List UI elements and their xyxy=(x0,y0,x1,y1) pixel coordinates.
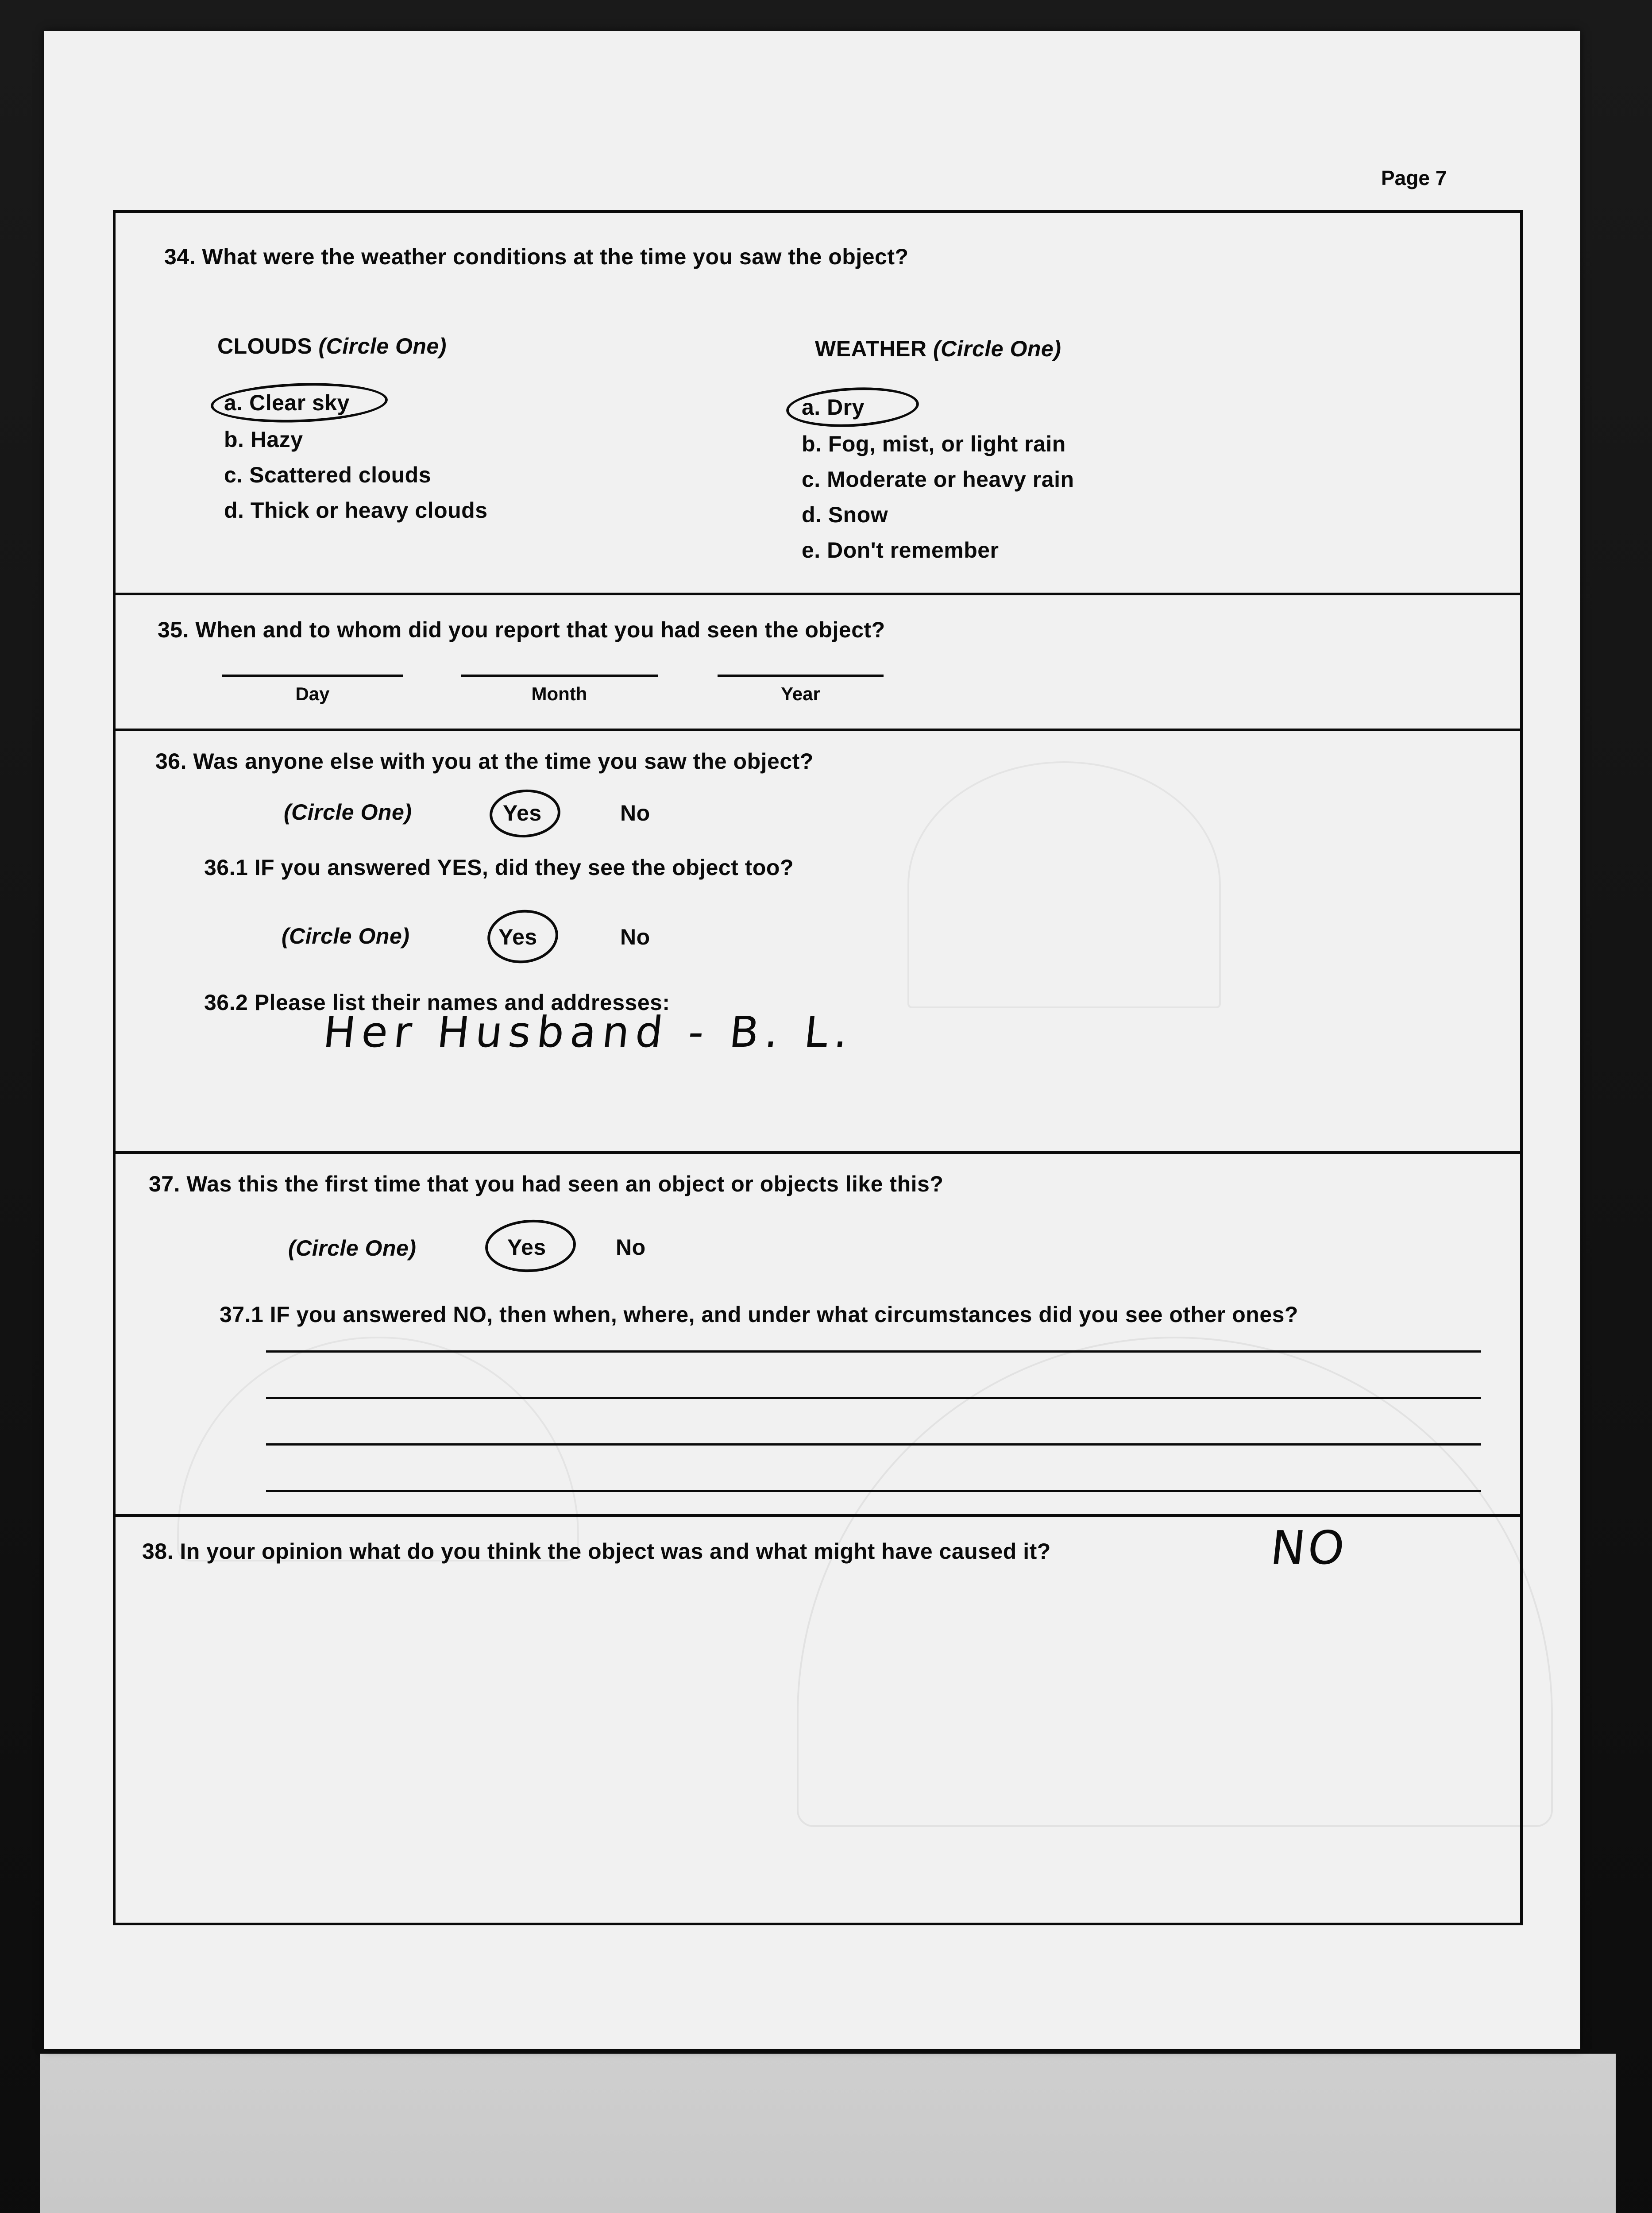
clouds-option-a[interactable]: a. Clear sky xyxy=(224,390,350,415)
clouds-heading xyxy=(217,333,447,359)
question-38-answer-area[interactable] xyxy=(133,1589,1497,1908)
question-36-1-yes[interactable]: Yes xyxy=(498,925,537,949)
year-blank[interactable] xyxy=(718,675,884,677)
weather-option-b[interactable]: b. Fog, mist, or light rain xyxy=(802,432,1066,456)
question-38-section xyxy=(116,1514,1520,1926)
question-37-section xyxy=(116,1151,1520,1517)
question-36-yes[interactable]: Yes xyxy=(503,801,542,825)
clouds-heading-label: CLOUDS xyxy=(217,334,313,359)
question-36-1-text: 36.1 IF you answered YES, did they see the object too? xyxy=(204,855,794,880)
weather-instruction: (Circle One) xyxy=(933,336,1061,361)
year-label: Year xyxy=(781,683,820,704)
month-blank[interactable] xyxy=(461,675,658,677)
weather-option-c[interactable]: c. Moderate or heavy rain xyxy=(802,467,1074,492)
clouds-option-c[interactable]: c. Scattered clouds xyxy=(224,463,431,487)
question-36-1-instruction: (Circle One) xyxy=(282,924,410,948)
weather-option-e[interactable]: e. Don't remember xyxy=(802,538,999,563)
question-36-1-no[interactable]: No xyxy=(620,925,650,949)
question-36-section xyxy=(116,729,1520,1154)
question-36-text: 36. Was anyone else with you at the time you saw the object? xyxy=(155,749,814,774)
weather-option-d[interactable]: d. Snow xyxy=(802,502,888,527)
answer-line-4[interactable] xyxy=(266,1490,1481,1492)
question-37-yes[interactable]: Yes xyxy=(507,1235,546,1260)
question-34-section xyxy=(116,213,1520,595)
question-34-text: 34. What were the weather conditions at the time you saw the object? xyxy=(164,244,909,269)
day-blank[interactable] xyxy=(222,675,403,677)
question-37-1-text: 37.1 IF you answered NO, then when, where, and under what circumstances did you see other ones? xyxy=(220,1302,1298,1327)
form-page xyxy=(44,31,1580,2049)
day-label: Day xyxy=(295,683,330,704)
question-36-no[interactable]: No xyxy=(620,801,650,825)
question-35-section xyxy=(116,593,1520,731)
question-38-text: 38. In your opinion what do you think the object was and what might have caused it? xyxy=(142,1539,1051,1564)
weather-option-a[interactable]: a. Dry xyxy=(802,395,865,420)
weather-heading-label: WEATHER xyxy=(815,336,927,361)
question-37-no[interactable]: No xyxy=(616,1235,646,1260)
question-37-text: 37. Was this the first time that you had seen an object or objects like this? xyxy=(149,1172,944,1196)
weather-heading xyxy=(815,336,1061,362)
answer-line-3[interactable] xyxy=(266,1443,1481,1446)
clouds-option-d[interactable]: d. Thick or heavy clouds xyxy=(224,498,488,523)
question-37-instruction: (Circle One) xyxy=(288,1236,417,1261)
page-number: Page 7 xyxy=(1381,166,1447,189)
question-36-2-text: 36.2 Please list their names and addresses: xyxy=(204,990,670,1015)
clouds-option-b[interactable]: b. Hazy xyxy=(224,427,303,452)
answer-line-1[interactable] xyxy=(266,1350,1481,1353)
question-38-handwritten-answer: NO xyxy=(1268,1521,1350,1575)
lower-sheet xyxy=(40,2054,1616,2213)
month-label: Month xyxy=(531,683,587,704)
question-36-2-handwritten-answer: Her Husband - B. L. xyxy=(321,1007,857,1057)
question-35-text: 35. When and to whom did you report that you had seen the object? xyxy=(158,617,885,642)
clouds-instruction: (Circle One) xyxy=(318,334,447,359)
questionnaire-box xyxy=(113,210,1523,1925)
answer-line-2[interactable] xyxy=(266,1397,1481,1399)
question-36-instruction: (Circle One) xyxy=(284,800,412,825)
